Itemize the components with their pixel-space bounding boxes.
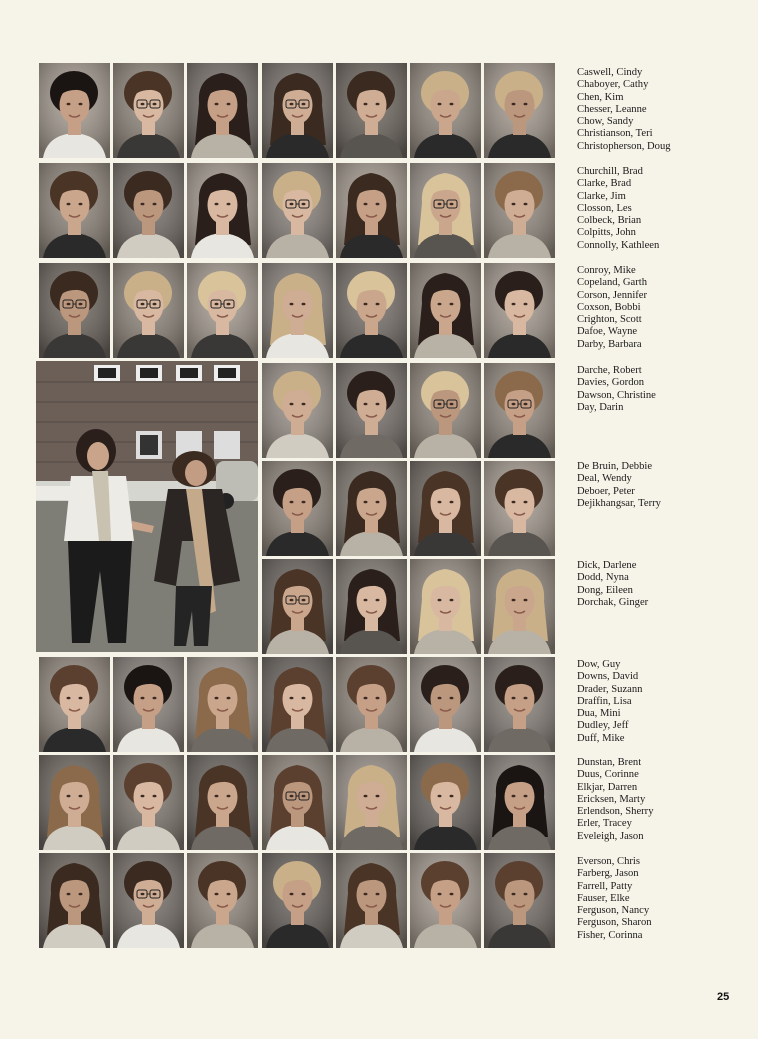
student-portrait — [39, 853, 110, 948]
name-group — [577, 166, 659, 252]
student-name: Colpitts, John — [577, 227, 636, 239]
student-portrait — [262, 263, 333, 358]
student-name: Churchill, Brad — [577, 166, 643, 177]
student-portrait — [410, 461, 481, 556]
student-portrait — [262, 657, 333, 752]
student-name: De Bruin, Debbie — [577, 461, 653, 472]
student-portrait — [336, 461, 407, 556]
page-number: 25 — [717, 991, 730, 1003]
student-portrait — [410, 363, 481, 458]
student-name: Dejikhangsar, Terry — [577, 497, 661, 509]
student-portrait — [262, 63, 333, 158]
student-name: Dunstan, Brent — [577, 757, 642, 768]
student-name: Clarke, Jim — [577, 190, 626, 202]
name-group — [577, 856, 652, 942]
student-name: Colbeck, Brian — [577, 215, 642, 227]
student-portrait — [336, 363, 407, 458]
student-portrait — [262, 559, 333, 654]
student-portrait — [336, 755, 407, 850]
student-portrait — [187, 853, 258, 948]
student-name: Dua, Mini — [577, 708, 621, 720]
student-name: Crighton, Scott — [577, 314, 642, 326]
student-portrait — [187, 657, 258, 752]
student-name: Conroy, Mike — [577, 265, 636, 276]
student-portrait — [262, 363, 333, 458]
student-name: Erlendson, Sherry — [577, 806, 654, 818]
student-portrait — [410, 559, 481, 654]
student-portrait — [410, 853, 481, 948]
student-portrait — [113, 657, 184, 752]
student-portrait — [262, 163, 333, 258]
student-name: Day, Darin — [577, 401, 624, 413]
student-portrait — [187, 263, 258, 358]
student-name: Chow, Sandy — [577, 116, 634, 128]
student-portrait — [113, 755, 184, 850]
student-name: Dong, Eileen — [577, 584, 633, 596]
student-name: Chesser, Leanne — [577, 103, 647, 115]
student-portrait — [484, 63, 555, 158]
student-portrait — [336, 853, 407, 948]
student-portrait — [484, 163, 555, 258]
student-name: Closson, Les — [577, 202, 632, 214]
name-group — [577, 659, 642, 745]
student-portrait — [39, 657, 110, 752]
student-name: Dafoe, Wayne — [577, 326, 638, 338]
student-portrait — [336, 163, 407, 258]
student-portrait — [484, 263, 555, 358]
candid-photo — [36, 361, 258, 652]
student-name: Deal, Wendy — [577, 473, 632, 485]
student-name: Draffin, Lisa — [577, 695, 632, 707]
student-name: Caswell, Cindy — [577, 67, 643, 78]
student-portrait — [336, 657, 407, 752]
student-portrait — [113, 263, 184, 358]
student-portrait — [187, 755, 258, 850]
student-name: Duff, Mike — [577, 732, 625, 744]
student-name: Drader, Suzann — [577, 683, 643, 695]
name-group — [577, 265, 647, 351]
name-group — [577, 461, 661, 510]
student-portrait — [336, 63, 407, 158]
student-portrait — [410, 657, 481, 752]
student-name: Duus, Corinne — [577, 769, 639, 781]
student-name: Dodd, Nyna — [577, 572, 629, 584]
name-group — [577, 757, 654, 843]
student-name: Ericksen, Marty — [577, 793, 646, 805]
student-portrait — [187, 163, 258, 258]
student-portrait — [262, 755, 333, 850]
student-portrait — [113, 163, 184, 258]
student-name: Downs, David — [577, 671, 639, 683]
student-name: Dudley, Jeff — [577, 720, 629, 732]
student-portrait — [484, 559, 555, 654]
student-portrait — [484, 853, 555, 948]
student-name: Darby, Barbara — [577, 338, 642, 350]
student-name: Ferguson, Sharon — [577, 917, 652, 929]
student-portrait — [484, 363, 555, 458]
student-portrait — [484, 657, 555, 752]
student-portrait — [113, 853, 184, 948]
student-name: Copeland, Garth — [577, 277, 648, 289]
student-name: Christianson, Teri — [577, 128, 653, 140]
student-name: Dick, Darlene — [577, 560, 637, 571]
student-name: Chaboyer, Cathy — [577, 79, 649, 91]
student-portrait — [410, 263, 481, 358]
student-name: Eveleigh, Jason — [577, 830, 644, 842]
student-name: Fauser, Elke — [577, 892, 630, 904]
student-name: Everson, Chris — [577, 856, 640, 867]
student-name: Coxson, Bobbi — [577, 301, 641, 313]
student-name: Erler, Tracey — [577, 818, 632, 830]
student-name: Dorchak, Ginger — [577, 596, 649, 608]
name-group — [577, 365, 656, 414]
student-portrait — [262, 461, 333, 556]
student-portrait — [39, 263, 110, 358]
student-portrait — [410, 63, 481, 158]
student-name: Dow, Guy — [577, 659, 621, 670]
student-portrait — [410, 755, 481, 850]
student-name: Deboer, Peter — [577, 485, 635, 497]
student-name: Dawson, Christine — [577, 389, 656, 401]
student-name: Darche, Robert — [577, 365, 642, 376]
student-portrait — [336, 263, 407, 358]
student-portrait — [336, 559, 407, 654]
student-name: Clarke, Brad — [577, 178, 632, 190]
student-portrait — [39, 163, 110, 258]
name-group — [577, 67, 671, 153]
student-name: Farrell, Patty — [577, 880, 633, 892]
student-portrait — [484, 755, 555, 850]
student-name: Farberg, Jason — [577, 868, 639, 880]
student-portrait — [410, 163, 481, 258]
name-group — [577, 560, 648, 609]
student-name: Chen, Kim — [577, 91, 624, 103]
student-portrait — [484, 461, 555, 556]
student-name: Connolly, Kathleen — [577, 239, 660, 251]
student-name: Fisher, Corinna — [577, 929, 643, 941]
student-portrait — [113, 63, 184, 158]
student-name: Ferguson, Nancy — [577, 905, 650, 917]
student-portrait — [39, 63, 110, 158]
student-portrait — [39, 755, 110, 850]
student-name: Davies, Gordon — [577, 377, 645, 389]
student-name: Christopherson, Doug — [577, 140, 671, 152]
student-portrait — [187, 63, 258, 158]
student-name: Elkjar, Darren — [577, 781, 638, 793]
student-name: Corson, Jennifer — [577, 289, 648, 301]
student-portrait — [262, 853, 333, 948]
